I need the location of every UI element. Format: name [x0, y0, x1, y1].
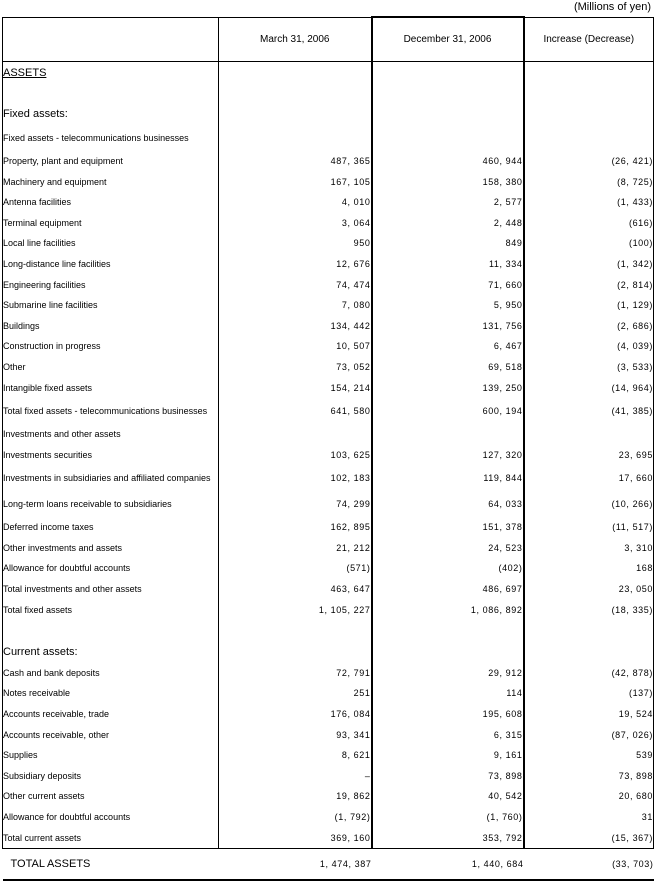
value-december-2006: 849	[372, 233, 524, 254]
value-december-2006: 131, 756	[372, 315, 524, 336]
value-change	[524, 125, 654, 151]
row-label: Accounts receivable, other	[3, 724, 219, 745]
value-change: (87, 026)	[524, 724, 654, 745]
value-change: 31	[524, 807, 654, 828]
value-change: 23, 695	[524, 444, 654, 465]
row-label: Antenna facilities	[3, 192, 219, 213]
value-march-2006: 154, 214	[219, 377, 372, 398]
row-label: Accounts receivable, trade	[3, 704, 219, 725]
value-change	[524, 620, 654, 641]
table-row	[3, 558, 654, 579]
value-change: (1, 129)	[524, 295, 654, 316]
table-row	[3, 398, 654, 424]
value-december-2006: 6, 315	[372, 724, 524, 745]
table-row	[3, 491, 654, 517]
value-change: (8, 725)	[524, 171, 654, 192]
value-december-2006: 6, 467	[372, 336, 524, 357]
value-march-2006: 641, 580	[219, 398, 372, 424]
value-march-2006	[219, 104, 372, 125]
value-december-2006: 353, 792	[372, 827, 524, 848]
value-december-2006: 71, 660	[372, 274, 524, 295]
value-march-2006: 463, 647	[219, 579, 372, 600]
table-row	[3, 377, 654, 398]
value-december-2006: 460, 944	[372, 151, 524, 172]
value-change: (15, 367)	[524, 827, 654, 848]
value-change	[524, 62, 654, 84]
value-march-2006: 93, 341	[219, 724, 372, 745]
table-row	[3, 233, 654, 254]
value-december-2006: 2, 577	[372, 192, 524, 213]
table-row	[3, 151, 654, 172]
value-change: (4, 039)	[524, 336, 654, 357]
row-label: ASSETS	[3, 62, 219, 84]
row-label: Subsidiary deposits	[3, 766, 219, 787]
value-december-2006	[372, 104, 524, 125]
value-december-2006: 2, 448	[372, 212, 524, 233]
row-label: Submarine line facilities	[3, 295, 219, 316]
row-label: Investments and other assets	[3, 424, 219, 445]
table-row	[3, 807, 654, 828]
table-row	[3, 315, 654, 336]
row-label: Total fixed assets	[3, 599, 219, 620]
row-label: Current assets:	[3, 641, 219, 663]
value-december-2006	[372, 620, 524, 641]
value-change	[524, 641, 654, 663]
value-march-2006: 74, 299	[219, 491, 372, 517]
total-assets-december: 1, 440, 684	[372, 848, 524, 880]
table-row	[3, 786, 654, 807]
table-row	[3, 336, 654, 357]
table-row	[3, 444, 654, 465]
value-change: (2, 686)	[524, 315, 654, 336]
table-row	[3, 212, 654, 233]
table-row	[3, 641, 654, 663]
value-march-2006	[219, 62, 372, 84]
value-change: 19, 524	[524, 704, 654, 725]
value-december-2006: (1, 760)	[372, 807, 524, 828]
value-march-2006: 21, 212	[219, 538, 372, 559]
value-march-2006: 7, 080	[219, 295, 372, 316]
value-change: (10, 266)	[524, 491, 654, 517]
value-march-2006: 3, 064	[219, 212, 372, 233]
table-row	[3, 745, 654, 766]
value-change: (26, 421)	[524, 151, 654, 172]
value-december-2006	[372, 424, 524, 445]
value-march-2006: –	[219, 766, 372, 787]
value-december-2006: 73, 898	[372, 766, 524, 787]
value-march-2006	[219, 620, 372, 641]
value-march-2006: 487, 365	[219, 151, 372, 172]
value-march-2006: 102, 183	[219, 465, 372, 491]
value-change: (137)	[524, 683, 654, 704]
value-march-2006	[219, 125, 372, 151]
row-label: Other current assets	[3, 786, 219, 807]
value-march-2006: 134, 442	[219, 315, 372, 336]
row-label: Notes receivable	[3, 683, 219, 704]
value-march-2006: 369, 160	[219, 827, 372, 848]
value-change: (616)	[524, 212, 654, 233]
total-assets-change: (33, 703)	[524, 848, 654, 880]
table-row	[3, 704, 654, 725]
value-change: 168	[524, 558, 654, 579]
table-row	[3, 62, 654, 84]
value-change: (11, 517)	[524, 517, 654, 538]
header-december-2006: December 31, 2006	[372, 17, 524, 62]
table-row	[3, 683, 654, 704]
value-change	[524, 104, 654, 125]
value-march-2006: 167, 105	[219, 171, 372, 192]
table-row	[3, 171, 654, 192]
row-label: Long-term loans receivable to subsidiaries	[3, 491, 219, 517]
value-march-2006: 72, 791	[219, 663, 372, 684]
value-december-2006: 24, 523	[372, 538, 524, 559]
row-label: Allowance for doubtful accounts	[3, 807, 219, 828]
row-label: Cash and bank deposits	[3, 663, 219, 684]
value-december-2006: 119, 844	[372, 465, 524, 491]
value-change: 20, 680	[524, 786, 654, 807]
total-assets-label: TOTAL ASSETS	[3, 848, 219, 880]
row-label	[3, 84, 219, 105]
value-march-2006: 10, 507	[219, 336, 372, 357]
value-december-2006: 114	[372, 683, 524, 704]
table-row	[3, 579, 654, 600]
value-december-2006: 11, 334	[372, 254, 524, 275]
row-label: Local line facilities	[3, 233, 219, 254]
row-label: Fixed assets - telecommunications businesses	[3, 125, 219, 151]
value-change: (3, 533)	[524, 357, 654, 378]
row-label: Investments securities	[3, 444, 219, 465]
value-december-2006	[372, 125, 524, 151]
value-december-2006: 69, 518	[372, 357, 524, 378]
value-march-2006: 950	[219, 233, 372, 254]
row-label: Construction in progress	[3, 336, 219, 357]
value-december-2006: 64, 033	[372, 491, 524, 517]
value-december-2006: 486, 697	[372, 579, 524, 600]
value-march-2006	[219, 641, 372, 663]
value-change	[524, 424, 654, 445]
value-december-2006: 1, 086, 892	[372, 599, 524, 620]
value-march-2006: 12, 676	[219, 254, 372, 275]
header-row	[3, 17, 654, 62]
table-row	[3, 827, 654, 848]
value-change: (41, 385)	[524, 398, 654, 424]
table-row	[3, 766, 654, 787]
value-december-2006: 5, 950	[372, 295, 524, 316]
units-note: (Millions of yen)	[573, 1, 651, 13]
table-body	[3, 62, 654, 849]
table-row	[3, 663, 654, 684]
table-row	[3, 620, 654, 641]
total-assets-march: 1, 474, 387	[219, 848, 372, 880]
value-change: 17, 660	[524, 465, 654, 491]
table-row	[3, 274, 654, 295]
table-row	[3, 724, 654, 745]
row-label: Total current assets	[3, 827, 219, 848]
value-change: (14, 964)	[524, 377, 654, 398]
value-march-2006: 8, 621	[219, 745, 372, 766]
value-march-2006: 19, 862	[219, 786, 372, 807]
row-label: Intangible fixed assets	[3, 377, 219, 398]
value-change: (18, 335)	[524, 599, 654, 620]
row-label: Property, plant and equipment	[3, 151, 219, 172]
table-row	[3, 295, 654, 316]
value-march-2006	[219, 424, 372, 445]
value-december-2006: 9, 161	[372, 745, 524, 766]
value-march-2006: 251	[219, 683, 372, 704]
value-change	[524, 84, 654, 105]
table-row	[3, 254, 654, 275]
row-label: Machinery and equipment	[3, 171, 219, 192]
value-december-2006	[372, 84, 524, 105]
header-increase-decrease: Increase (Decrease)	[524, 17, 654, 62]
value-december-2006: 127, 320	[372, 444, 524, 465]
total-assets-row	[3, 848, 654, 880]
header-march-2006: March 31, 2006	[219, 17, 372, 62]
row-label: Investments in subsidiaries and affiliated companies	[3, 465, 219, 491]
value-december-2006: 195, 608	[372, 704, 524, 725]
row-label: Total investments and other assets	[3, 579, 219, 600]
value-change: (100)	[524, 233, 654, 254]
row-label: Allowance for doubtful accounts	[3, 558, 219, 579]
row-label: Deferred income taxes	[3, 517, 219, 538]
balance-sheet-table	[2, 16, 654, 881]
table-row	[3, 538, 654, 559]
value-december-2006: 600, 194	[372, 398, 524, 424]
value-december-2006: 158, 380	[372, 171, 524, 192]
value-change: 3, 310	[524, 538, 654, 559]
value-change: 73, 898	[524, 766, 654, 787]
row-label: Buildings	[3, 315, 219, 336]
value-december-2006: 151, 378	[372, 517, 524, 538]
value-december-2006: 29, 912	[372, 663, 524, 684]
value-march-2006	[219, 84, 372, 105]
value-march-2006: 74, 474	[219, 274, 372, 295]
value-march-2006: 4, 010	[219, 192, 372, 213]
row-label: Engineering facilities	[3, 274, 219, 295]
value-change: 539	[524, 745, 654, 766]
value-change: (1, 433)	[524, 192, 654, 213]
value-march-2006: (1, 792)	[219, 807, 372, 828]
value-december-2006: (402)	[372, 558, 524, 579]
row-label: Supplies	[3, 745, 219, 766]
row-label: Fixed assets:	[3, 104, 219, 125]
row-label: Terminal equipment	[3, 212, 219, 233]
row-label	[3, 620, 219, 641]
value-march-2006: 73, 052	[219, 357, 372, 378]
table-row	[3, 517, 654, 538]
value-change: (42, 878)	[524, 663, 654, 684]
table-row	[3, 104, 654, 125]
row-label: Total fixed assets - telecommunications businesses	[3, 398, 219, 424]
header-label-col	[3, 17, 219, 62]
table-row	[3, 357, 654, 378]
value-march-2006: (571)	[219, 558, 372, 579]
value-december-2006	[372, 641, 524, 663]
value-march-2006: 176, 084	[219, 704, 372, 725]
value-change: 23, 050	[524, 579, 654, 600]
table-row	[3, 599, 654, 620]
table-row	[3, 84, 654, 105]
table-row	[3, 424, 654, 445]
row-label: Other investments and assets	[3, 538, 219, 559]
value-march-2006: 103, 625	[219, 444, 372, 465]
value-december-2006	[372, 62, 524, 84]
table-row	[3, 125, 654, 151]
value-change: (1, 342)	[524, 254, 654, 275]
table-row	[3, 465, 654, 491]
row-label: Long-distance line facilities	[3, 254, 219, 275]
value-december-2006: 40, 542	[372, 786, 524, 807]
value-march-2006: 162, 895	[219, 517, 372, 538]
row-label: Other	[3, 357, 219, 378]
value-december-2006: 139, 250	[372, 377, 524, 398]
value-march-2006: 1, 105, 227	[219, 599, 372, 620]
value-change: (2, 814)	[524, 274, 654, 295]
table-row	[3, 192, 654, 213]
